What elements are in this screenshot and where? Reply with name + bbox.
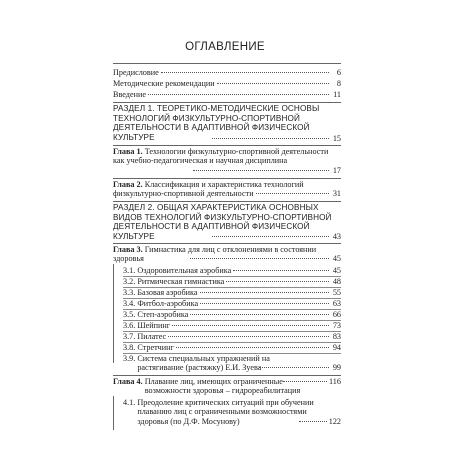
toc-entry-preface[interactable]: Предисловие 6 (113, 68, 341, 77)
toc-subsection-3-5[interactable]: 3.5. Степ-аэробика 66 (123, 310, 341, 319)
page-title: ОГЛАВЛЕНИЕ (185, 41, 265, 53)
page-number: 73 (332, 321, 341, 330)
subsection-bracket (113, 264, 114, 363)
toc-subsection-3-6[interactable]: 3.6. Шейпинг 73 (123, 321, 341, 330)
toc-subsection-3-7[interactable]: 3.7. Пилатес 83 (123, 332, 341, 341)
toc-entry-guidelines[interactable]: Методические рекомендации 8 (113, 79, 341, 88)
page-number: 31 (332, 189, 341, 198)
toc-entry-introduction[interactable]: Введение 11 (113, 90, 341, 99)
toc-chapter-2[interactable]: Глава 2. Классификация и характеристика технологий физкультурно-спортивной деятельности (113, 180, 304, 199)
toc-chapter-3-page (113, 254, 341, 263)
toc-chapter-1[interactable]: Глава 1. Технологии физкультурно-спортивной деятельности как учебно-педагогическая и научная дисциплина (113, 147, 329, 166)
toc-chapter-4[interactable]: Глава 4. Плавание лиц, имеющих ограниченные возможности здоровья – гидрореабилитация (113, 377, 301, 396)
page-number: 17 (332, 166, 341, 175)
divider (113, 178, 341, 179)
page-number: 63 (332, 299, 341, 308)
subsection-bracket (113, 396, 114, 430)
toc-section-2[interactable]: РАЗДЕЛ 2. ОБЩАЯ ХАРАКТЕРИСТИКА ОСНОВНЫХ ВИДОВ ТЕХНОЛОГИЙ ФИЗКУЛЬТУРНО-СПОРТИВНОЙ ДЕЯТЕЛЬНОСТИ В АДАПТИВНОЙ ФИЗИЧЕСКОЙ КУЛЬТУРЕ (113, 203, 332, 241)
page-number: 6 (336, 68, 341, 77)
toc-chapter-1-page (113, 166, 341, 175)
toc-subsection-4-1[interactable]: 4.1. Преодоление критических ситуаций при обучении плаванию лиц с ограниченными возможностями здоровья (по Д.Ф. Мосунову) (123, 398, 314, 426)
page-number: 43 (332, 232, 341, 241)
toc-section-1[interactable]: РАЗДЕЛ 1. ТЕОРЕТИКО-МЕТОДИЧЕСКИЕ ОСНОВЫ ТЕХНОЛОГИЙ ФИЗКУЛЬТУРНО-СПОРТИВНОЙ ДЕЯТЕЛЬНОСТИ В АДАПТИВНОЙ ФИЗИЧЕСКОЙ КУЛЬТУРЕ (113, 104, 320, 142)
toc-subsection-3-3[interactable]: 3.3. Базовая аэробика 55 (123, 288, 341, 297)
divider (113, 63, 341, 64)
page-number: 55 (332, 288, 341, 297)
toc-subsection-4-1-page (123, 417, 341, 426)
divider (113, 102, 341, 103)
page-number: 99 (332, 363, 341, 372)
page-number: 66 (332, 310, 341, 319)
toc-section-2-page (113, 232, 341, 241)
toc-subsection-3-2[interactable]: 3.2. Ритмическая гимнастика 48 (123, 277, 341, 286)
toc-chapter-3[interactable]: Глава 3. Гимнастика для лиц с отклонениями в состоянии здоровья (113, 245, 317, 264)
page-number: 94 (332, 343, 341, 352)
page-number: 48 (332, 277, 341, 286)
page-number: 83 (332, 332, 341, 341)
divider (113, 375, 341, 376)
page-number: 45 (332, 266, 341, 275)
divider (113, 201, 341, 202)
page-number: 15 (332, 134, 341, 143)
toc-subsection-3-9-page (123, 363, 341, 372)
page-number: 122 (328, 417, 341, 426)
toc-chapter-4-page (113, 377, 341, 386)
page-number: 45 (332, 254, 341, 263)
toc-subsection-3-4[interactable]: 3.4. Фитбол-аэробика 63 (123, 299, 341, 308)
page-number: 116 (329, 377, 341, 386)
divider (113, 145, 341, 146)
toc-subsection-3-8[interactable]: 3.8. Стретчинг 94 (123, 343, 341, 352)
divider (113, 243, 341, 244)
page-number: 11 (333, 90, 341, 99)
page-number: 8 (336, 79, 341, 88)
toc-section-1-page (113, 134, 341, 143)
toc-subsection-3-9[interactable]: 3.9. Система специальных упражнений на растягивание (растяжку) Е.И. Зуева (123, 354, 270, 373)
toc-chapter-2-page (113, 189, 341, 198)
toc-subsection-3-1[interactable]: 3.1. Оздоровительная аэробика 45 (123, 266, 341, 275)
